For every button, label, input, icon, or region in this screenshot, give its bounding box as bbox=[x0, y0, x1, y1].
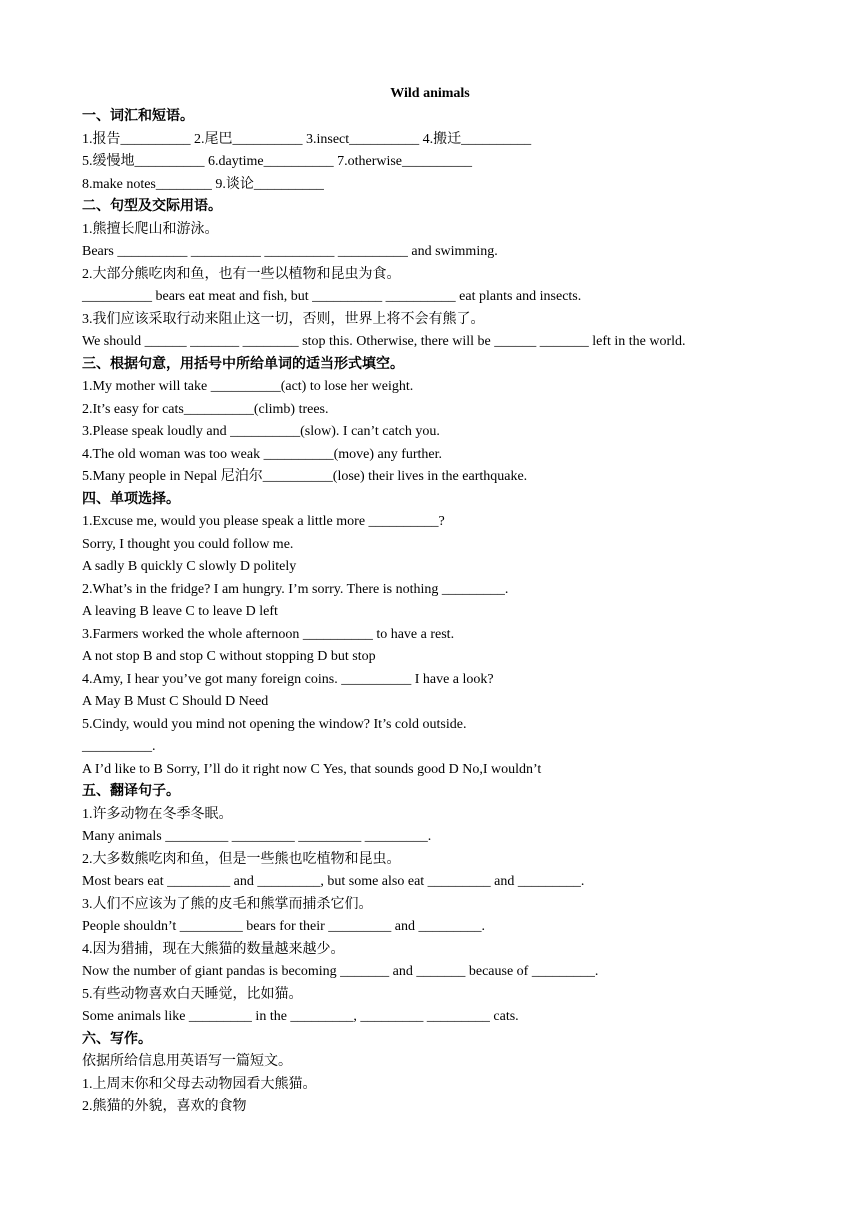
worksheet-line: 1.上周末你和父母去动物园看大熊猫。 bbox=[82, 1076, 317, 1092]
worksheet-line: 5.Many people in Nepal 尼泊尔__________(lose) their lives in the earthquake. bbox=[82, 469, 528, 484]
worksheet-line: 3.Farmers worked the whole afternoon __________ to have a rest. bbox=[82, 626, 455, 642]
section-heading: 二、句型及交际用语。 bbox=[82, 199, 222, 214]
worksheet-line: 2.大部分熊吃肉和鱼，也有一些以植物和昆虫为食。 bbox=[82, 266, 401, 282]
worksheet-line: 8.make notes________ 9.谈论__________ bbox=[82, 176, 324, 192]
worksheet-line: 3.Please speak loudly and __________(slow). I can’t catch you. bbox=[82, 424, 440, 439]
worksheet-line: __________. bbox=[82, 739, 156, 754]
worksheet-line: Sorry, I thought you could follow me. bbox=[82, 536, 294, 552]
worksheet-line: Most bears eat _________ and _________, but some also eat _________ and _________. bbox=[82, 874, 585, 889]
worksheet-content bbox=[82, 106, 782, 1119]
section-heading: 五、翻译句子。 bbox=[82, 784, 180, 799]
worksheet-line: 3.我们应该采取行动来阻止这一切，否则，世界上将不会有熊了。 bbox=[82, 311, 485, 327]
worksheet-line: 1.Excuse me, would you please speak a little more __________? bbox=[82, 514, 445, 529]
section-heading: 四、单项选择。 bbox=[82, 491, 180, 507]
worksheet-line: Some animals like _________ in the _________, _________ _________ cats. bbox=[82, 1009, 519, 1024]
worksheet-line: Bears __________ __________ __________ __________ and swimming. bbox=[82, 244, 498, 259]
section-heading: 三、根据句意，用括号中所给单词的适当形式填空。 bbox=[82, 356, 404, 372]
worksheet-line: 1.熊擅长爬山和游泳。 bbox=[82, 221, 219, 237]
worksheet-line: 5.Cindy, would you mind not opening the window? It’s cold outside. bbox=[82, 716, 467, 732]
worksheet-line: 1.许多动物在冬季冬眠。 bbox=[82, 806, 233, 822]
worksheet-line: A May B Must C Should D Need bbox=[82, 694, 269, 709]
worksheet-line: A I’d like to B Sorry, I’ll do it right now C Yes, that sounds good D No,I wouldn’t bbox=[82, 761, 542, 777]
worksheet-line: 2.What’s in the fridge? I am hungry. I’m sorry. There is nothing _________. bbox=[82, 581, 509, 597]
worksheet-line: Many animals _________ _________ _________ _________. bbox=[82, 829, 432, 844]
worksheet-line: 2.大多数熊吃肉和鱼，但是一些熊也吃植物和昆虫。 bbox=[82, 851, 401, 867]
worksheet-line: 5.缓慢地__________ 6.daytime__________ 7.otherwise__________ bbox=[82, 154, 473, 169]
worksheet-title: Wild animals bbox=[390, 86, 470, 101]
worksheet-line: People shouldn’t _________ bears for their _________ and _________. bbox=[82, 919, 485, 934]
worksheet-line: 3.人们不应该为了熊的皮毛和熊掌而捕杀它们。 bbox=[82, 896, 373, 912]
worksheet-line: 4.因为猎捕，现在大熊猫的数量越来越少。 bbox=[82, 941, 345, 957]
worksheet-line: 1.报告__________ 2.尾巴__________ 3.insect__________ 4.搬迁__________ bbox=[82, 131, 532, 147]
worksheet-line: 2.熊猫的外貌，喜欢的食物 bbox=[82, 1099, 247, 1114]
worksheet-line: 4.Amy, I hear you’ve got many foreign coins. __________ I have a look? bbox=[82, 671, 494, 687]
worksheet-line: 2.It’s easy for cats__________(climb) trees. bbox=[82, 401, 329, 417]
worksheet-line: __________ bears eat meat and fish, but __________ __________ eat plants and insects. bbox=[82, 289, 582, 304]
worksheet-line: 4.The old woman was too weak __________(move) any further. bbox=[82, 446, 443, 462]
worksheet-line: A not stop B and stop C without stopping D but stop bbox=[82, 649, 376, 664]
worksheet-line: 依据所给信息用英语写一篇短文。 bbox=[82, 1054, 292, 1069]
worksheet-line: We should ______ _______ ________ stop this. Otherwise, there will be ______ _______ left in the world. bbox=[82, 334, 686, 349]
section-heading: 一、词汇和短语。 bbox=[82, 109, 194, 124]
worksheet-line: 1.My mother will take __________(act) to lose her weight. bbox=[82, 379, 414, 394]
worksheet-line: A leaving B leave C to leave D left bbox=[82, 604, 278, 619]
worksheet-line: A sadly B quickly C slowly D politely bbox=[82, 559, 297, 574]
worksheet-line: 5.有些动物喜欢白天睡觉，比如猫。 bbox=[82, 986, 303, 1002]
section-heading: 六、写作。 bbox=[82, 1031, 152, 1047]
worksheet-line: Now the number of giant pandas is becoming _______ and _______ because of _________. bbox=[82, 964, 599, 979]
